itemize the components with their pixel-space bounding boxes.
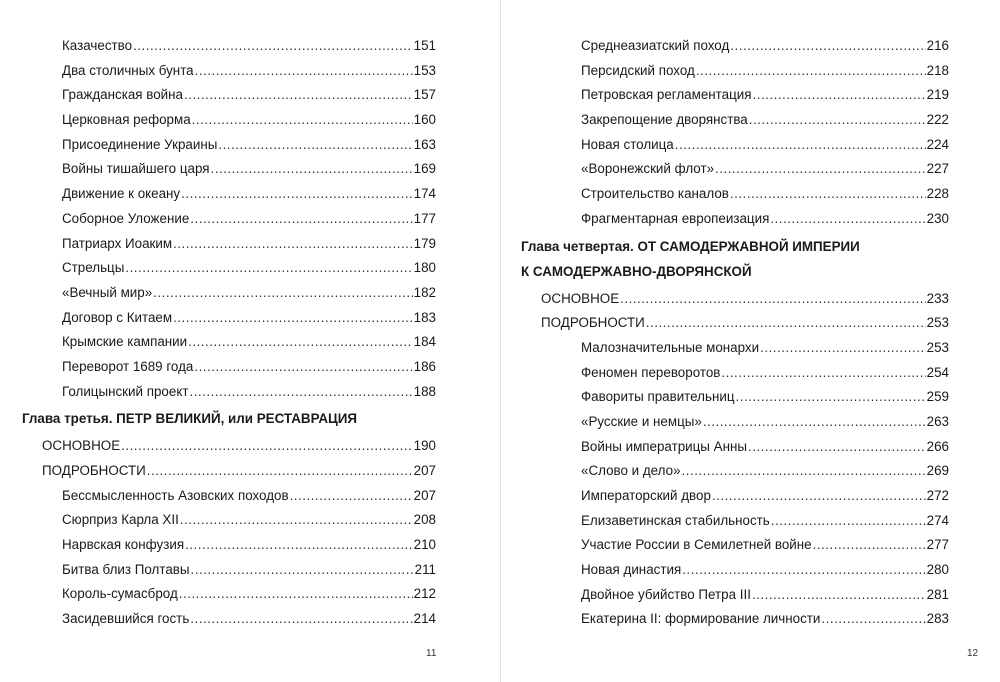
dot-leader [703,410,926,435]
toc-entry-title: Двойное убийство Петра III [581,586,751,602]
dot-leader [121,434,413,459]
dot-leader [646,311,926,336]
right-page [501,0,1000,682]
toc-entry-title: Казачество [62,38,133,53]
dot-leader [730,182,926,207]
dot-leader [753,83,926,108]
dot-leader [181,182,413,207]
toc-entry-page: 174 [413,186,436,202]
toc-entry-title: Переворот 1689 года [62,358,194,374]
dot-leader [696,59,926,84]
dot-leader [821,607,925,632]
toc-entry-title: Строительство каналов [581,186,729,202]
toc-entry-page: 274 [926,512,949,528]
toc-entry-page: 211 [414,561,436,577]
dot-leader [125,256,412,281]
toc-entry[interactable] [22,59,436,84]
dot-leader [620,287,926,312]
dot-leader [179,582,413,607]
toc-entry[interactable] [541,287,949,312]
toc-entry-title: «Слово и дело» [581,463,681,479]
toc-entry-page: 214 [413,611,436,627]
dot-leader [190,607,412,632]
toc-entry-page: 218 [926,62,949,78]
toc-entry[interactable] [561,34,949,59]
toc-entry-title: Среднеазиатский поход [581,38,730,53]
toc-entry[interactable] [561,385,949,410]
toc-entry-title: Церковная реформа [62,112,191,128]
toc-entry[interactable] [22,281,436,306]
toc-entry-title: «Русские и немцы» [581,413,702,429]
toc-entry-page: 219 [926,87,949,103]
chapter-heading [521,232,949,287]
toc-entry-page: 253 [926,315,949,331]
toc-entry[interactable] [22,484,436,509]
toc-entry-page: 266 [926,438,949,454]
dot-leader [715,157,926,182]
toc-entry-title: Феномен переворотов [581,364,721,380]
dot-leader [749,108,926,133]
toc-entry-title: Закрепощение дворянства [581,112,748,128]
toc-entry-page: 188 [413,383,436,399]
toc-entry-title: Договор с Китаем [62,309,173,325]
toc-entry-page: 157 [413,87,436,103]
dot-leader [752,583,926,608]
toc-entry[interactable] [561,583,949,608]
dot-leader [185,533,413,558]
toc-entry-title: Новая столица [581,136,674,152]
toc-entry[interactable] [561,435,949,460]
entries-bottom [22,484,436,632]
toc-entry-title: ПОДРОБНОСТИ [42,463,146,478]
dot-leader [195,59,413,84]
toc-entry-title: Битва близ Полтавы [62,561,190,577]
toc-entry-title: «Воронежский флот» [581,161,715,177]
dot-leader [721,361,925,386]
dot-leader [813,533,926,558]
toc-entry-page: 190 [413,438,436,454]
sections [541,287,949,336]
toc-entry-page: 179 [413,235,436,251]
toc-entry-title: Движение к океану [62,186,181,202]
toc-entry[interactable] [561,157,949,182]
toc-entry-page: 216 [926,38,949,53]
dot-leader [760,336,926,361]
toc-entry-page: 224 [926,136,949,152]
toc-entry-page: 160 [413,112,436,128]
dot-leader [218,133,412,158]
toc-entry[interactable] [561,108,949,133]
toc-entry-page: 253 [926,339,949,355]
toc-entry[interactable] [541,311,949,336]
dot-leader [173,306,413,331]
toc-entry-title: Фавориты правительниц [581,389,735,405]
toc-entry[interactable] [561,558,949,583]
toc-entry[interactable] [561,484,949,509]
dot-leader [189,380,412,405]
chapter-heading-line-1: Глава четвертая. ОТ САМОДЕРЖАВНОЙ ИМПЕРИИ [521,238,860,254]
toc-entry[interactable] [22,232,436,257]
page-number: 11 [426,648,437,659]
dot-leader [730,34,925,59]
dot-leader [147,459,413,484]
toc-entry[interactable] [22,133,436,158]
toc-entry[interactable] [22,380,436,405]
toc-entry[interactable] [561,459,949,484]
toc-entry-page: 183 [413,309,436,325]
toc-entry[interactable] [561,59,949,84]
dot-leader [184,83,413,108]
dot-leader [192,108,413,133]
toc-entry[interactable] [561,533,949,558]
table-of-contents [521,34,949,632]
chapter-heading-line-2: К САМОДЕРЖАВНО-ДВОРЯНСКОЙ [521,263,752,279]
dot-leader [180,508,413,533]
toc-entry-title: Патриарх Иоаким [62,235,173,251]
toc-entry-page: 207 [413,463,436,478]
dot-leader [153,281,412,306]
toc-entry-page: 222 [926,112,949,128]
toc-entry[interactable] [22,607,436,632]
toc-entry-page: 153 [413,62,436,78]
dot-leader [770,207,925,232]
toc-entry[interactable] [22,459,436,484]
toc-entry-page: 212 [413,586,436,602]
toc-entry-page: 186 [413,358,436,374]
dot-leader [133,34,413,59]
toc-entry[interactable] [22,108,436,133]
toc-entry[interactable] [22,306,436,331]
toc-entry-page: 280 [926,562,949,578]
sections [22,434,436,483]
dot-leader [748,435,926,460]
page-number: 12 [967,648,979,659]
toc-entry-title: Гражданская война [62,87,184,103]
toc-entry-page: 182 [413,284,436,300]
dot-leader [194,355,412,380]
dot-leader [712,484,926,509]
toc-entry-title: Король-сумасброд [62,586,178,602]
chapter-heading: Глава третья. ПЕТР ВЕЛИКИЙ, или РЕСТАВРАЦИЯ [22,411,358,427]
toc-entry-page: 151 [413,38,436,53]
toc-entry-page: 163 [413,136,436,152]
dot-leader [211,157,413,182]
toc-entry[interactable] [22,182,436,207]
toc-entry-page: 169 [413,161,436,177]
dot-leader [190,207,412,232]
toc-entry-title: Елизаветинская стабильность [581,512,770,528]
toc-entry-page: 233 [926,290,949,306]
toc-entry[interactable] [561,182,949,207]
dot-leader [173,232,413,257]
toc-entry[interactable] [561,207,949,232]
toc-entry-page: 272 [926,488,949,503]
toc-entry[interactable] [561,410,949,435]
toc-entry-title: Екатерина II: формирование личности [581,611,821,627]
toc-entry-title: Персидский поход [581,62,695,78]
dot-leader [771,509,926,534]
toc-entry-page: 227 [926,161,949,177]
dot-leader [682,459,926,484]
toc-entry-title: ПОДРОБНОСТИ [541,315,645,331]
toc-entry-page: 254 [926,364,949,380]
toc-entry-page: 184 [413,334,436,350]
entries-bottom [561,336,949,632]
toc-entry-page: 263 [926,413,949,429]
entries-top [561,34,949,232]
toc-entry-page: 277 [926,537,949,553]
toc-entry[interactable] [22,34,436,59]
toc-entry-title: Присоединение Украины [62,136,218,152]
toc-entry-page: 180 [413,260,436,276]
toc-entry-page: 210 [413,537,436,553]
toc-entry[interactable] [561,83,949,108]
toc-entry[interactable] [561,336,949,361]
toc-entry-title: ОСНОВНОЕ [541,290,620,306]
dot-leader [675,133,926,158]
toc-entry-title: Голицынский проект [62,383,189,399]
toc-entry[interactable] [22,434,436,459]
toc-entry[interactable] [22,83,436,108]
toc-entry-title: «Вечный мир» [62,284,153,300]
toc-entry-title: Петровская регламентация [581,87,752,103]
toc-entry-page: 228 [926,186,949,202]
toc-entry-title: Войны императрицы Анны [581,438,748,454]
toc-entry-page: 208 [413,512,436,528]
dot-leader [682,558,925,583]
toc-entry-page: 281 [926,586,949,602]
toc-entry-page: 259 [926,389,949,405]
toc-entry[interactable] [561,607,949,632]
toc-entry-title: Императорский двор [581,488,711,503]
toc-entry-title: Сюрприз Карла XII [62,512,179,528]
dot-leader [290,484,413,509]
toc-entry-title: Стрельцы [62,260,125,276]
toc-entry-page: 207 [413,487,436,503]
dot-leader [736,385,926,410]
toc-entry-page: 269 [926,463,949,479]
toc-entry[interactable] [22,533,436,558]
table-of-contents [22,34,436,632]
toc-entry[interactable] [22,355,436,380]
toc-entry-page: 283 [926,611,949,627]
toc-entry-title: Малозначительные монархи [581,339,760,355]
toc-entry-title: Фрагментарная европеизация [581,210,770,226]
entries-top [22,34,436,404]
toc-entry[interactable] [561,361,949,386]
dot-leader [188,330,413,355]
toc-entry[interactable] [22,558,436,583]
toc-entry-title: Участие России в Семилетней войне [581,537,812,553]
toc-entry[interactable] [22,157,436,182]
toc-entry[interactable] [22,582,436,607]
toc-entry-page: 177 [413,210,436,226]
dot-leader [191,558,414,583]
toc-entry-title: ОСНОВНОЕ [42,438,121,454]
toc-entry[interactable] [22,330,436,355]
toc-entry[interactable] [22,207,436,232]
toc-entry[interactable] [561,133,949,158]
toc-entry[interactable] [22,256,436,281]
toc-entry-title: Два столичных бунта [62,62,194,78]
toc-entry[interactable] [22,508,436,533]
toc-entry-title: Нарвская конфузия [62,537,185,553]
toc-entry-title: Бессмысленность Азовских походов [62,487,289,503]
toc-entry[interactable] [561,509,949,534]
toc-entry-title: Соборное Уложение [62,210,190,226]
toc-entry-page: 230 [926,210,949,226]
toc-entry-title: Войны тишайшего царя [62,161,210,177]
toc-entry-title: Засидевшийся гость [62,611,190,627]
toc-entry-title: Крымские кампании [62,334,188,350]
toc-entry-title: Новая династия [581,562,682,578]
